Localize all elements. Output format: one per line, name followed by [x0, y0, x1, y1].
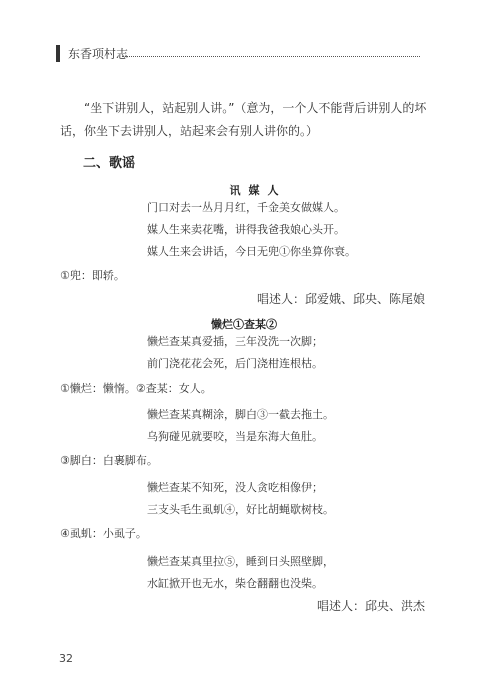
song2-line: 水缸掀开也无水，柴仓翻翻也没柴。 — [147, 577, 323, 590]
intro-paragraph: “坐下讲别人，站起别人讲。”（意为，一个人不能背后讲别人的坏话，你坐下去讲别人，站起来会有别人讲你的。） — [60, 101, 427, 138]
song1-narrator: 唱述人：邱爱娥、邱央、陈尾娘 — [256, 292, 425, 306]
song2-note: ④虱虮：小虱子。 — [60, 527, 147, 540]
song2-line: 懒烂查某不知死，没人贪吃相像伊； — [147, 481, 323, 494]
song1-line: 媒人生来卖花嘴，讲得我爸我娘心头开。 — [147, 223, 345, 236]
book-title: 东香项村志 — [68, 47, 129, 61]
header-divider — [122, 56, 420, 57]
song2-line: 乌狗碰见就要咬，当是东海大鱼肚。 — [147, 430, 323, 443]
song1-note: ①兜：即轿。 — [60, 269, 125, 282]
song2-note: ①懒烂：懒惰。②查某：女人。 — [60, 382, 212, 395]
section-title: 二、歌谣 — [83, 156, 136, 171]
song2-narrator: 唱述人：邱央、洪杰 — [316, 599, 425, 613]
song2-line: 懒烂查某真爱插，三年没洗一次脚； — [147, 335, 323, 348]
song2-note: ③脚白：白裹脚布。 — [60, 454, 158, 467]
song1-line: 门口对去一丛月月红，千金美女做媒人。 — [147, 201, 345, 214]
song2-title: 懒烂①查某② — [211, 318, 277, 331]
header-bar — [56, 45, 60, 62]
page-number: 32 — [59, 652, 73, 665]
running-header — [56, 45, 128, 62]
song2-line: 懒烂查某真糊涂，脚白③一截去拖土。 — [147, 408, 334, 421]
song2-line: 前门浇花花会死，后门浇柑连根枯。 — [147, 357, 323, 370]
song1-title: 讯媒人 — [229, 184, 287, 197]
song2-line: 三支头毛生虱虮④，好比胡蝇歇树枝。 — [147, 503, 334, 516]
song1-line: 媒人生来会讲话，今日无兜①你坐算你衰。 — [147, 245, 356, 258]
song2-line: 懒烂查某真里拉⑤，睡到日头照壁脚， — [147, 555, 334, 568]
